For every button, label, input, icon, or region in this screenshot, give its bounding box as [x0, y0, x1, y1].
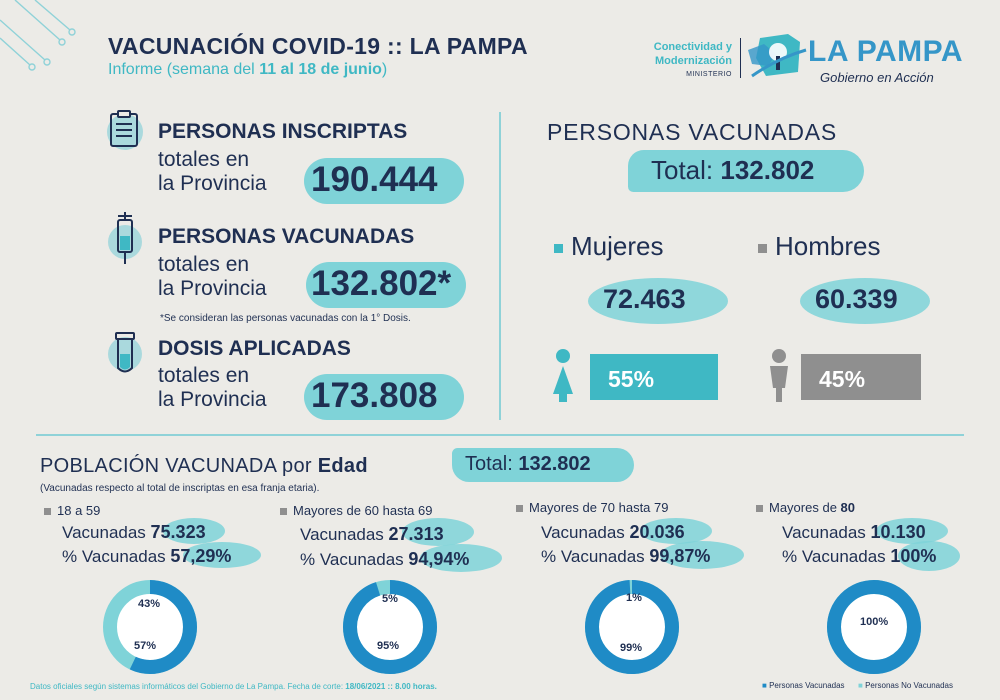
legend-dot-icon: ■ — [858, 681, 863, 690]
group-vacunadas-line — [300, 524, 444, 545]
hombres-label-text: Hombres — [775, 231, 881, 261]
group-label — [756, 500, 855, 515]
stat-inscriptas-head: PERSONAS INSCRIPTAS — [158, 120, 408, 143]
province-map-icon — [748, 28, 810, 84]
brand-name: LA PAMPA — [808, 35, 964, 68]
group-pct-value: 99,87% — [649, 546, 711, 566]
edad-title-bold: Edad — [317, 455, 368, 477]
group-pct-value: 100% — [890, 546, 937, 566]
group-vacunadas-label: Vacunadas — [62, 523, 151, 542]
footer-text: Datos oficiales según sistemas informáticos del Gobierno de La Pampa. Fecha de corte: — [30, 682, 346, 691]
donut-vac-label: 57% — [134, 640, 157, 652]
donut-no-label: 43% — [138, 598, 161, 610]
subtitle-suffix: ) — [381, 61, 388, 78]
edad-total-value: 132.802 — [518, 453, 591, 475]
mujeres-square-icon — [554, 244, 563, 253]
group-label-bold: 80 — [840, 500, 856, 515]
donut-vac-label: 100% — [860, 616, 889, 628]
group-label-text: Mayores de 60 hasta 69 — [293, 503, 433, 518]
legend-no-vacunadas-text: Personas No Vacunadas — [865, 681, 953, 690]
circuit-decoration — [0, 0, 80, 90]
stat-dosis-line1: totales en — [158, 364, 250, 387]
legend-no-vacunadas — [858, 681, 953, 690]
donut-vac-label: 95% — [377, 640, 400, 652]
stat-vacunadas-line2: la Provincia — [158, 277, 267, 300]
clipboard-icon — [103, 108, 147, 152]
group-label — [44, 503, 100, 518]
group-vacunadas-label: Vacunadas — [541, 523, 630, 542]
group-label-prefix: Mayores de — [769, 500, 841, 515]
donut-no-label: 5% — [382, 593, 398, 605]
group-pct-label: % Vacunadas — [300, 550, 409, 569]
subtitle-dates: 11 al 18 de junio — [259, 61, 382, 78]
donut-vac-label: 99% — [620, 642, 643, 654]
stat-inscriptas-line2: la Provincia — [158, 172, 267, 195]
stat-dosis-line2: la Provincia — [158, 388, 267, 411]
ministry-line2: Modernización — [654, 55, 732, 67]
group-vacunadas-line — [782, 522, 926, 543]
group-vacunadas-label: Vacunadas — [782, 523, 871, 542]
hombres-label — [758, 231, 880, 262]
donut-no-label: 1% — [626, 592, 642, 604]
group-pct-line — [541, 546, 710, 567]
vial-icon — [105, 330, 145, 378]
vertical-divider — [499, 112, 501, 420]
group-pct-value: 94,94% — [408, 549, 470, 569]
hombres-square-icon — [758, 244, 767, 253]
group-vacunadas-value: 10.130 — [870, 522, 926, 542]
ministry-logo — [628, 40, 732, 82]
group-pct-label: % Vacunadas — [782, 547, 891, 566]
group-pct-line — [300, 549, 469, 570]
group-vacunadas-line — [62, 522, 206, 543]
group-vacunadas-line — [541, 522, 685, 543]
stat-vacunadas-line1: totales en — [158, 253, 250, 276]
brand-tagline: Gobierno en Acción — [820, 70, 934, 85]
stat-vacunadas-value: 132.802* — [311, 264, 452, 303]
man-icon — [764, 348, 794, 404]
group-pct-label: % Vacunadas — [541, 547, 650, 566]
vacunadas-total-label: Total: — [651, 155, 721, 185]
group-pct-label: % Vacunadas — [62, 547, 171, 566]
edad-total — [465, 453, 591, 476]
group-square-icon — [44, 508, 51, 515]
mujeres-label — [554, 231, 663, 262]
edad-title — [40, 455, 368, 478]
group-pct-value: 57,29% — [170, 546, 232, 566]
edad-total-label: Total: — [465, 453, 519, 475]
group-label — [280, 503, 432, 518]
logo-separator — [740, 38, 741, 78]
group-label-text: Mayores de 70 hasta 79 — [529, 500, 669, 515]
hombres-value: 60.339 — [815, 284, 898, 314]
page-title: VACUNACIÓN COVID-19 :: LA PAMPA — [108, 33, 528, 59]
vacunadas-total — [651, 155, 814, 186]
group-label-text: 18 a 59 — [57, 503, 101, 518]
woman-icon — [548, 348, 578, 404]
group-vacunadas-label: Vacunadas — [300, 525, 389, 544]
donut-chart-18-59 — [100, 577, 200, 677]
horizontal-divider — [36, 434, 964, 436]
group-pct-line — [62, 546, 231, 567]
hombres-pct: 45% — [801, 354, 921, 400]
page-subtitle — [108, 61, 387, 79]
edad-title-prefix: POBLACIÓN VACUNADA por — [40, 455, 318, 477]
mujeres-value: 72.463 — [603, 284, 686, 314]
edad-note: (Vacunadas respecto al total de inscriptas en esa franja etaria). — [40, 483, 320, 494]
stat-vacunadas-note: *Se consideran las personas vacunadas con la 1° Dosis. — [160, 313, 411, 324]
ministry-line1: Conectividad y — [653, 41, 732, 53]
group-vacunadas-value: 20.036 — [629, 522, 685, 542]
group-pct-line — [782, 546, 936, 567]
ministry-line3: MINISTERIO — [686, 71, 732, 78]
footer-note — [30, 682, 437, 691]
stat-dosis-head: DOSIS APLICADAS — [158, 337, 351, 360]
subtitle-prefix: Informe (semana del — [108, 61, 260, 78]
donut-chart-60-69 — [340, 577, 440, 677]
legend-vacunadas — [762, 681, 845, 690]
stat-inscriptas-line1: totales en — [158, 148, 250, 171]
group-vacunadas-value: 27.313 — [388, 524, 444, 544]
legend-vacunadas-text: Personas Vacunadas — [769, 681, 845, 690]
group-square-icon — [516, 505, 523, 512]
stat-inscriptas-value: 190.444 — [311, 160, 438, 199]
group-square-icon — [756, 505, 763, 512]
legend-dot-icon: ■ — [762, 681, 767, 690]
syringe-icon — [105, 210, 145, 266]
group-vacunadas-value: 75.323 — [150, 522, 206, 542]
group-label — [516, 500, 668, 515]
mujeres-pct: 55% — [590, 354, 718, 400]
mujeres-label-text: Mujeres — [571, 231, 664, 261]
stat-vacunadas-head: PERSONAS VACUNADAS — [158, 225, 415, 248]
vacunadas-total-value: 132.802 — [720, 155, 815, 185]
group-square-icon — [280, 508, 287, 515]
vacunadas-title: PERSONAS VACUNADAS — [547, 119, 838, 145]
stat-dosis-value: 173.808 — [311, 376, 438, 415]
footer-date: 18/06/2021 :: 8.00 horas. — [345, 682, 437, 691]
